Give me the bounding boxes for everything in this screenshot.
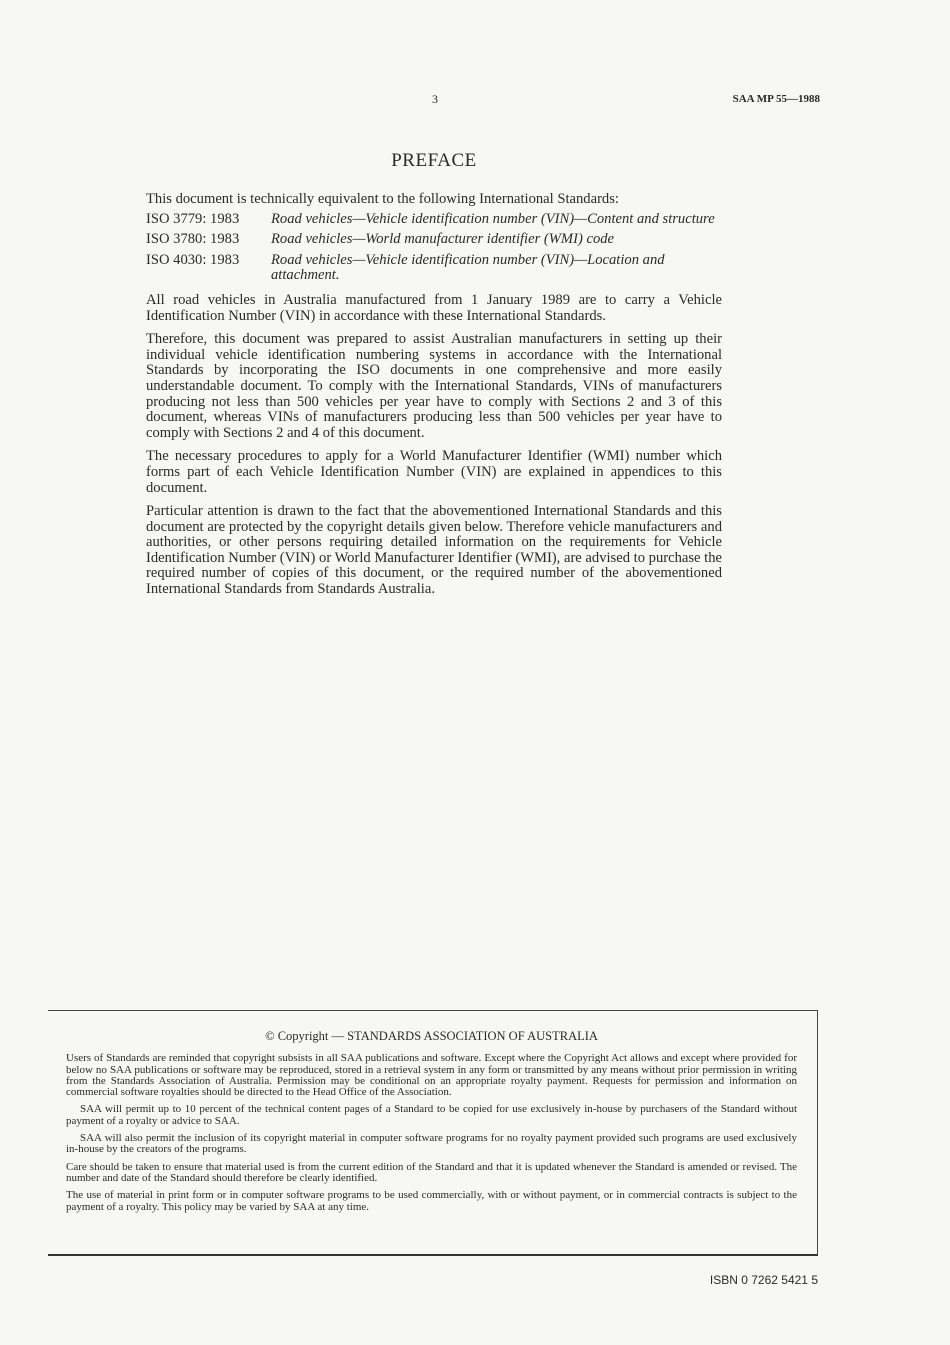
page-title: PREFACE <box>391 150 477 171</box>
copyright-paragraph: SAA will permit up to 10 percent of the technical content pages of a Standard to be copied for use exclusively in-house by purchasers of the Standard without payment of a royalty or advice to SAA. <box>66 1103 797 1127</box>
standard-title: Road vehicles—Vehicle identification number (VIN)—Location and attachment. <box>271 251 665 284</box>
standard-entry <box>146 253 722 284</box>
standard-code: ISO 4030: 1983 <box>146 251 240 268</box>
standard-entry <box>146 212 722 228</box>
preface-body <box>146 192 722 606</box>
copyright-notice <box>48 1010 818 1256</box>
standard-title: Road vehicles—Vehicle identification number (VIN)—Content and structure <box>271 210 715 227</box>
standard-title: Road vehicles—World manufacturer identifier (WMI) code <box>271 231 615 248</box>
copyright-paragraph: Users of Standards are reminded that copyright subsists in all SAA publications and software. Except where the Copyright Act allows and except where provided for below no SAA publications or software may be reproduced, stored in a retrieval system in any form or transmitted by any means without prior permission in writing from the Standards Association of Australia. Permission may be conditional on an appropriate royalty payment. Requests for permission and information on commercial software royalties should be directed to the Head Office of the Association. <box>66 1052 797 1099</box>
body-paragraph: The necessary procedures to apply for a World Manufacturer Identifier (WMI) number which forms part of each Vehicle Identification Number (VIN) are explained in appendices to this document. <box>146 448 722 496</box>
body-paragraph: Particular attention is drawn to the fact that the abovementioned International Standards and this document are protected by the copyright details given below. Therefore vehicle manufacturers and authorities, or other persons requiring detailed information on the requirements for Vehicle Identification Number (VIN) or World Manufacturer Identifier (WMI), are advised to purchase the required number of copies of this document, or the required number of the abovementioned International Standards from Standards Australia. <box>146 503 722 598</box>
standard-code: ISO 3780: 1983 <box>146 231 240 248</box>
copyright-paragraph: SAA will also permit the inclusion of its copyright material in computer software programs for no royalty payment provided such programs are used exclusively in-house by the creators of the programs. <box>66 1132 797 1156</box>
intro-paragraph: This document is technically equivalent to the following International Standards: <box>146 191 619 207</box>
body-paragraph: Therefore, this document was prepared to assist Australian manufacturers in setting up their individual vehicle identification numbering systems in accordance with the International Standards by incorporating the ISO documents in one comprehensive and more easily understandable document. To comply with the International Standards, VINs of manufacturers producing not less than 500 vehicles per year have to comply with Sections 2 and 3 of this document, whereas VINs of manufacturers producing less than 500 vehicles per year have to comply with Sections 2 and 4 of this document. <box>146 331 722 441</box>
standard-entry <box>146 232 722 248</box>
isbn-number: ISBN 0 7262 5421 5 <box>709 1273 818 1287</box>
page-number: 3 <box>432 92 438 106</box>
copyright-heading: © Copyright — STANDARDS ASSOCIATION OF AUSTRALIA <box>265 1029 598 1043</box>
document-code: SAA MP 55—1988 <box>732 93 820 105</box>
standard-code: ISO 3779: 1983 <box>146 210 240 227</box>
copyright-paragraph: The use of material in print form or in computer software programs to be used commercially, with or without payment, or in commercial contracts is subject to the payment of a royalty. This policy may be varied by SAA at any time. <box>66 1189 797 1213</box>
body-paragraph: All road vehicles in Australia manufactured from 1 January 1989 are to carry a Vehicle Identification Number (VIN) in accordance with these International Standards. <box>146 291 722 324</box>
copyright-paragraph: Care should be taken to ensure that material used is from the current edition of the Standard and that it is updated whenever the Standard is amended or revised. The number and date of the Standard should therefore be clearly identified. <box>66 1160 797 1184</box>
